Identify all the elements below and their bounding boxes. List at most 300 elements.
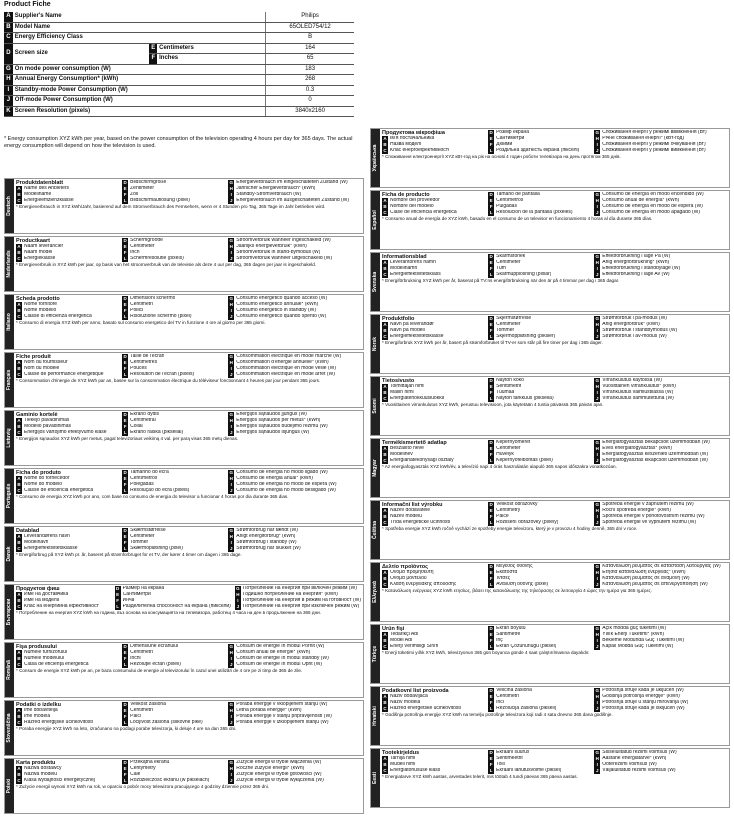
field-letter: H — [229, 418, 233, 423]
block-footnote: * Enerji tüketimi yıllık XYZ kWh, televizyonun 365 gün boyunca günde 4 saat çalıştırılmasına dayalıdır. — [382, 650, 590, 655]
spec-letter: D — [4, 43, 13, 64]
language-block — [4, 352, 364, 408]
field-label: Modelnavn — [24, 540, 49, 546]
field-label: Sentimeetrit — [496, 756, 523, 762]
field-label: Strømforbruk i på-modus (W) — [602, 316, 667, 322]
field-letter: C — [383, 520, 387, 525]
language-name: Italiano — [5, 313, 12, 331]
field-letter: I — [228, 192, 234, 198]
spec-row — [4, 12, 354, 22]
language-block — [4, 526, 364, 582]
column-2 — [488, 688, 590, 712]
field-label: Poraba energije v vklopljenem stanju (W) — [236, 702, 328, 708]
field-letter: A — [17, 186, 21, 191]
spec-label: Model Name — [13, 22, 266, 33]
field-letter: D — [123, 296, 127, 301]
field-letter: D — [489, 378, 493, 383]
field-letter: A — [17, 592, 21, 597]
field-grid — [16, 528, 361, 552]
field-letter: E — [123, 476, 127, 481]
field-label: Consumo de energía en modo de espera (W) — [602, 204, 703, 210]
field-label: Ime dobavitelja — [24, 708, 58, 714]
field-letter: G — [595, 378, 599, 383]
block-heading: Informační list výrobku — [382, 502, 443, 508]
language-tab — [371, 563, 380, 621]
language-tab — [5, 527, 14, 581]
language-block — [370, 314, 730, 374]
field-label: Потребление на енергия при включен режим (W) — [242, 586, 357, 592]
field-letter: D — [489, 750, 493, 755]
field-label: Clase de eficiencia energética — [390, 210, 457, 216]
field-letter: D — [123, 412, 127, 417]
field-label: Потребление на енергия при изключен режим (W) — [242, 604, 360, 610]
column-2 — [122, 470, 224, 494]
language-tab — [371, 687, 380, 745]
field-letter: D — [123, 180, 127, 185]
field-letter: I — [228, 250, 234, 256]
column-2 — [488, 254, 590, 278]
field-letter: E — [116, 592, 120, 597]
field-letter: E — [489, 756, 493, 761]
field-label: Risoluzione schermo (pixel) — [130, 314, 192, 320]
column-2 — [488, 440, 590, 464]
field-label: Palce — [496, 514, 509, 520]
field-label: Poraba energije v izklopljenem stanju (W) — [236, 720, 329, 726]
language-name: Magyar — [371, 459, 378, 477]
field-label: Име на модела — [24, 598, 60, 604]
field-label: Nom du modèle — [24, 366, 60, 372]
field-grid — [382, 502, 727, 526]
field-label: Bekleme Modunda Güç Tüketimi (W) — [602, 638, 685, 644]
field-label: Zużycie energii w trybie gotowości (W) — [236, 772, 322, 778]
field-letter: F — [123, 250, 127, 255]
column-3 — [594, 254, 727, 278]
language-block — [370, 128, 730, 188]
field-letter: L — [123, 430, 127, 435]
column-1 — [16, 528, 118, 552]
spec-row — [4, 96, 354, 107]
field-grid — [382, 564, 727, 588]
block-heading: Produktfolio — [382, 316, 415, 322]
field-letter: F — [489, 576, 493, 581]
field-label: Strømforbruk i standbymodus (W) — [602, 328, 678, 334]
field-label: Energieffektivitetsklasse — [24, 546, 78, 552]
spec-letter: C — [4, 33, 13, 44]
spec-label: Screen Resolution (pixels) — [13, 106, 266, 117]
field-letter: J — [595, 520, 599, 525]
field-letter: A — [17, 418, 21, 423]
field-label: Potrošnja struje kada je uključen (W) — [602, 688, 684, 694]
field-letter: H — [229, 360, 233, 365]
field-letter: L — [489, 272, 493, 277]
spec-value: 164 — [266, 43, 354, 54]
field-letter: F — [489, 638, 493, 643]
field-letter: E — [489, 198, 493, 203]
language-name: Română — [5, 660, 12, 680]
column-3 — [594, 130, 727, 154]
field-letter: B — [383, 576, 387, 581]
field-letter: A — [383, 632, 387, 637]
field-label: Μέγεθος οθόνης — [496, 564, 533, 570]
spec-label: Annual Energy Consumption* (kWh) — [13, 75, 266, 86]
field-label: Energiafogyasztás bekapcsolt üzemmódban (W) — [602, 440, 710, 446]
field-label: Tuumaa — [496, 390, 515, 396]
field-letter: A — [17, 302, 21, 307]
field-label: Роздільна здатність екрана (пікселі) — [496, 148, 580, 154]
field-label: Energieklasse — [24, 256, 56, 262]
field-letter: I — [594, 328, 600, 334]
field-letter: A — [17, 360, 21, 365]
field-letter: A — [383, 570, 387, 575]
field-label: Képernyőfelbontás (pixel) — [496, 458, 553, 464]
field-letter: E — [123, 186, 127, 191]
column-3 — [228, 296, 361, 320]
spec-value: 0.3 — [266, 85, 354, 96]
block-heading: Продуктова мікрофіша — [382, 130, 445, 136]
field-label: Centimetrai — [130, 418, 156, 424]
field-label: Skjermstørrelse — [496, 316, 532, 322]
field-letter: H — [229, 476, 233, 481]
field-label: Virrankulutus käytössä (W) — [602, 378, 662, 384]
field-label: Virrankulutus valmiustilassa (W) — [602, 390, 674, 396]
field-label: Bildschirmauflösung (pixel) — [130, 198, 190, 204]
field-label: Resolução do ecrã (pixels) — [130, 488, 190, 494]
block-footnote: * Poraba energije XYZ kWh na leto, izračunano na podlagi porabe televizorja, ki deluje 4 ure na dan 365 dni. — [16, 726, 237, 731]
column-1 — [16, 760, 118, 784]
field-letter: G — [595, 502, 599, 507]
block-heading: Produktdatenblatt — [16, 180, 64, 186]
column-1 — [16, 354, 118, 378]
column-3 — [228, 412, 361, 436]
field-label: Årlig energiförbrukning* (kWh) — [602, 260, 670, 266]
field-label: Dimensioni schermo — [130, 296, 176, 302]
field-letter: E — [489, 570, 493, 575]
field-letter: D — [123, 470, 127, 475]
column-2 — [122, 528, 224, 552]
column-1 — [382, 254, 484, 278]
field-label: Classe de eficiência energética — [24, 488, 94, 494]
column-3 — [228, 644, 361, 668]
field-label: Senttimetrit — [496, 384, 522, 390]
field-letter: J — [595, 148, 599, 153]
field-letter: E — [489, 136, 493, 141]
field-letter: D — [489, 316, 493, 321]
field-label: Name des Anbieters — [24, 186, 70, 192]
column-3 — [235, 586, 361, 610]
field-label: Strømforbrug når slukket (W) — [236, 546, 301, 552]
field-letter: H — [229, 244, 233, 249]
field-letter: G — [595, 316, 599, 321]
field-label: Résolution de l'écran (pixels) — [130, 372, 195, 378]
field-letter: B — [383, 762, 387, 767]
field-letter: A — [383, 136, 387, 141]
field-letter: C — [17, 198, 21, 203]
field-letter: H — [595, 384, 599, 389]
column-2 — [122, 760, 224, 784]
field-label: Consumo energetico in standby (W) — [236, 308, 316, 314]
field-label: Enerji Verimliliği Sınıfı — [390, 644, 439, 650]
language-tab — [5, 759, 14, 813]
field-letter: D — [123, 528, 127, 533]
field-label: Energiafogyasztás készenléti üzemmódban (W) — [602, 452, 709, 458]
spec-value: 268 — [266, 75, 354, 86]
column-2 — [488, 316, 590, 340]
field-label: Stroomverbruik wanneer ingeschakeld (W) — [236, 238, 331, 244]
language-tab — [371, 625, 380, 683]
spec-row — [4, 22, 354, 33]
field-letter: H — [595, 508, 599, 513]
field-label: Aastane energiatarve* (kWh) — [602, 756, 667, 762]
field-label: Leverandørens navn — [24, 534, 70, 540]
field-label: Клас на енергийна ефективност — [24, 604, 99, 610]
block-heading: Ficha de producto — [382, 192, 430, 198]
page-title: Product Fiche — [4, 1, 51, 8]
field-letter: L — [489, 768, 493, 773]
field-label: Polegadas — [130, 482, 154, 488]
field-label: Споживання енергії у режимі ввімкнення (Вт) — [602, 130, 707, 136]
block-heading: Tootekirjeldus — [382, 750, 420, 756]
field-letter: H — [229, 534, 233, 539]
block-footnote: * Споживання електроенергії XYZ кВт-год на рік на основі 4 годин роботи телевізора на день протягом 365 днів. — [382, 154, 621, 159]
field-letter: C — [17, 778, 21, 783]
field-letter: J — [595, 334, 599, 339]
field-label: Potrošnja struje kada je isključen (W) — [602, 706, 685, 712]
language-name: Norsk — [371, 336, 378, 352]
field-label: Дюйми — [496, 142, 513, 148]
field-label: Centimetri — [130, 302, 153, 308]
field-letter: A — [383, 694, 387, 699]
field-letter: A — [17, 766, 21, 771]
block-footnote: * Consum de energie XYZ kWh pe an, pe baza consumului de energie al televizorului în cazul unei utilizări de 4 ore pe zi timp de 365 de zile. — [16, 668, 303, 673]
block-heading: Termékismertető adatlap — [382, 440, 447, 446]
field-letter: J — [229, 430, 233, 435]
field-letter: E — [123, 534, 127, 539]
field-label: Zużycie energii w trybie wyłączenia (W) — [236, 778, 324, 784]
language-tab — [5, 585, 14, 639]
field-label: Energijos sąnaudos išjungus (W) — [236, 430, 310, 436]
column-3 — [594, 564, 727, 588]
column-3 — [228, 528, 361, 552]
field-letter: A — [17, 708, 21, 713]
energy-footnote: * Energy consumption XYZ kWh per year, based on the power consumption of the television operating 4 hours per day for 365 days. The actual energy consumption will depend on how the television is used. — [4, 136, 353, 150]
field-label: Energieverbrauch im eingeschalteten Zustand (W) — [236, 180, 348, 186]
field-label: Ανάλυση οθόνης (pixel) — [496, 582, 549, 588]
field-letter: A — [383, 384, 387, 389]
field-letter: D — [489, 564, 493, 569]
field-label: Pollici — [130, 308, 144, 314]
column-3 — [228, 354, 361, 378]
field-letter: B — [17, 308, 21, 313]
field-letter: E — [123, 244, 127, 249]
block-heading: Ficha do produto — [16, 470, 61, 476]
field-label: Размер на екрана — [122, 586, 165, 592]
field-letter: G — [229, 702, 233, 707]
field-label: Nome do fornecedor — [24, 476, 70, 482]
field-letter: B — [383, 142, 387, 147]
field-label: Tommer — [496, 328, 515, 334]
field-label: Centimetri — [496, 694, 519, 700]
field-letter: C — [17, 372, 21, 377]
field-letter: C — [383, 272, 387, 277]
language-name: Português — [5, 483, 12, 509]
field-label: Spotřeba energie ve vypnutém režimu (W) — [602, 520, 697, 526]
field-letter: C — [383, 644, 387, 649]
column-2 — [488, 626, 590, 650]
field-label: Nome fornitore — [24, 302, 58, 308]
field-letter: I — [228, 308, 234, 314]
field-letter: E — [123, 302, 127, 307]
field-letter: G — [595, 130, 599, 135]
language-name: Deutsch — [5, 196, 12, 216]
field-label: Consum de energie în modul standby (W) — [236, 656, 329, 662]
field-letter: G — [595, 564, 599, 569]
language-block — [4, 294, 364, 350]
field-letter: A — [17, 650, 21, 655]
field-letter: F — [123, 192, 127, 197]
field-label: Energieeffizienzklasse — [24, 198, 74, 204]
field-grid — [382, 750, 727, 774]
language-tab — [371, 253, 380, 311]
field-label: Назва моделі — [390, 142, 422, 148]
field-label: Název modelu — [390, 514, 422, 520]
block-heading: Podatki o izdelku — [16, 702, 61, 708]
field-letter: C — [383, 706, 387, 711]
field-letter: C — [383, 768, 387, 773]
column-1 — [382, 502, 484, 526]
field-label: Centymetry — [130, 766, 156, 772]
field-label: Näytön koko — [496, 378, 524, 384]
field-label: Ekraani lahutusvõime (piksel) — [496, 768, 562, 774]
field-letter: I — [594, 576, 600, 582]
spec-letter: E — [149, 43, 157, 54]
field-label: Stroomverbruik in stand-bymodus (W) — [236, 250, 321, 256]
field-label: Dimensiune ecranului — [130, 644, 179, 650]
column-1 — [16, 296, 118, 320]
language-tab — [5, 469, 14, 523]
language-block — [370, 562, 730, 622]
spec-value: 0 — [266, 96, 354, 107]
field-letter: G — [595, 192, 599, 197]
field-label: Třída energetické účinnosti — [390, 520, 451, 526]
field-label: Stroomverbruik wanneer uitgeschakeld (W) — [236, 256, 333, 262]
field-label: Rezolucija zaslona (pikseli) — [496, 706, 557, 712]
language-name: Español — [371, 210, 378, 230]
field-label: Centimeter — [496, 260, 521, 266]
field-grid — [16, 586, 361, 610]
field-label: Consum anual de energie* (kWh) — [236, 650, 311, 656]
field-label: Инча — [122, 598, 135, 604]
field-label: Nazwa modelu — [24, 772, 58, 778]
field-letter: G — [236, 586, 240, 591]
block-footnote: * Consumo de energia XYZ kWh por ano, com base no consumo de energia do televisor a funcionar 4 horas por dia durante 365 dias. — [16, 494, 289, 499]
field-label: Consommation d'énergie annuelle* (kWh) — [236, 360, 329, 366]
field-label: Nom du fournisseur — [24, 360, 68, 366]
field-label: Годишно потребление на енергия* (kWh) — [242, 592, 338, 598]
field-label: Naziv modela — [390, 700, 421, 706]
field-label: Modellnamn — [390, 266, 418, 272]
spec-row — [4, 75, 354, 86]
column-3 — [594, 192, 727, 216]
spec-label: Energy Efficiency Class — [13, 33, 266, 44]
field-letter: L — [489, 148, 493, 153]
field-label: Centimetri — [130, 708, 153, 714]
field-letter: I — [594, 204, 600, 210]
language-tab — [371, 129, 380, 187]
field-label: Roczne zużycie energii* (kWh) — [236, 766, 305, 772]
column-1 — [382, 130, 484, 154]
field-label: Ime modela — [24, 714, 51, 720]
field-letter: F — [489, 762, 493, 767]
field-letter: J — [229, 372, 233, 377]
field-letter: F — [489, 452, 493, 457]
field-label: Navn på modell — [390, 328, 425, 334]
language-block — [4, 410, 364, 466]
field-label: Skærmopløsning (pixel) — [130, 546, 183, 552]
field-label: Energiafogyasztás kikapcsolt üzemmódban (W) — [602, 458, 708, 464]
column-3 — [594, 502, 727, 526]
block-footnote: * Energiforbruk XYZ kWh per år, basert på strømforbruket til TV-er som står på fire timer per dag i 365 dager. — [382, 340, 603, 345]
field-letter: I — [228, 482, 234, 488]
field-label: Palci — [130, 714, 141, 720]
field-label: Spotřeba energie v pohotovostním režimu (W) — [602, 514, 705, 520]
field-letter: C — [17, 256, 21, 261]
column-1 — [382, 688, 484, 712]
field-letter: L — [123, 372, 127, 377]
field-letter: F — [123, 656, 127, 661]
block-heading: Informationsblad — [382, 254, 427, 260]
field-label: Εκατοστά — [496, 570, 518, 576]
field-letter: A — [17, 534, 21, 539]
language-tab — [5, 701, 14, 755]
field-row — [228, 180, 361, 186]
spec-value: 183 — [266, 64, 354, 75]
spec-letter: J — [4, 96, 13, 107]
field-letter: C — [383, 148, 387, 153]
field-letter: E — [123, 650, 127, 655]
field-label: Сантиметри — [496, 136, 525, 142]
field-label: Spotřeba energie v zapnutém režimu (W) — [602, 502, 694, 508]
spec-table — [4, 12, 354, 117]
field-label: Veličina zaslona — [496, 688, 532, 694]
field-label: Ekraani suurus — [496, 750, 530, 756]
field-label: Skärmstorlek — [496, 254, 526, 260]
field-letter: F — [123, 772, 127, 777]
field-label: Cale — [130, 772, 141, 778]
column-1 — [16, 470, 118, 494]
field-letter: B — [17, 192, 21, 197]
field-grid — [382, 440, 727, 464]
field-label: Energijos sąnaudos įjungus (W) — [236, 412, 307, 418]
field-label: Energijos sąnaudos budėjimo režimu (W) — [236, 424, 328, 430]
field-letter: E — [489, 322, 493, 327]
column-3 — [594, 316, 727, 340]
field-label: Taille de l'écran — [130, 354, 165, 360]
field-label: Tommer — [130, 540, 149, 546]
field-letter: I — [594, 390, 600, 396]
spec-letter: A — [4, 12, 13, 22]
block-footnote: * Energieverbruik in XYZ kWh per jaar, op basis van het stroomverbruik van de televisie als deze 4 uur per dag, 365 dagen per jaar is ingeschakeld. — [16, 262, 317, 267]
field-label: Consumo energetico annuale* (kWh) — [236, 302, 319, 308]
field-grid — [16, 470, 361, 494]
field-letter: B — [17, 250, 21, 255]
field-letter: A — [383, 446, 387, 451]
column-3 — [594, 626, 727, 650]
field-letter: I — [228, 772, 234, 778]
field-letter: J — [595, 582, 599, 587]
field-letter: H — [595, 260, 599, 265]
field-letter: A — [383, 508, 387, 513]
field-label: Hüvelyk — [496, 452, 514, 458]
